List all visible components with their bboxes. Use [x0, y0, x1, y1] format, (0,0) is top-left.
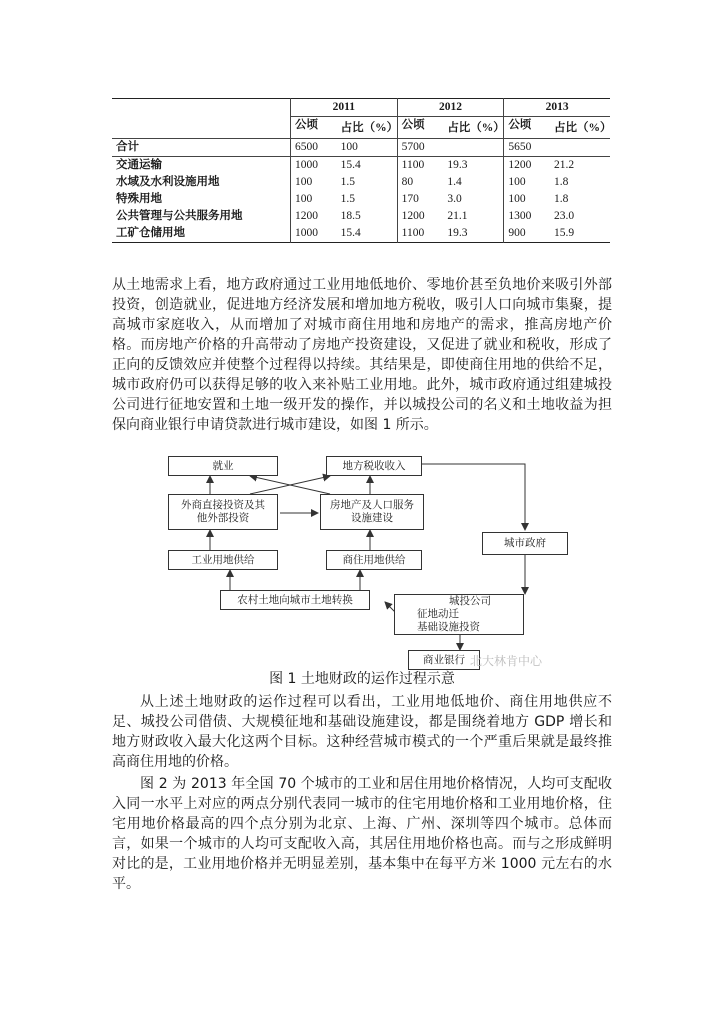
subheader-share: 占比（%）	[554, 121, 612, 134]
box-industrial-supply: 工业用地供给	[168, 550, 278, 570]
box-fdi: 外商直接投资及其他外部投资	[168, 494, 278, 530]
year-2012: 2012	[397, 99, 504, 117]
corner-cell	[112, 99, 291, 117]
paragraph-3: 图 2 为 2013 年全国 70 个城市的工业和居住用地价格情况，人均可支配收入同一水平上对应的两点分别代表同一城市的住宅用地价格和工业用地价格，住宅用地价格最高的四个点分别为北京、上海、广州、深圳等四个城市。总体而言，如果一个城市的人均可支配收入高，其居住用地价格也高。而与之形成鲜明对比的是，工业用地价格并无明显差别，基本集中在每平方米 1000 元左右的水平。	[112, 776, 612, 892]
paragraph-1: 从土地需求上看，地方政府通过工业用地低地价、零地价甚至负地价来吸引外部投资，创造就业，促进地方经济发展和增加地方税收，吸引人口向城市集聚，提高城市家庭收入，从而增加了对城市商住用地和房地产的需求，推高房地产价格。而房地产价格的升高带动了房地产投资建设，又促进了就业和税收，形成了正向的反馈效应并使整个过程得以持续。其结果是，即使商住用地的供给不足，城市政府仍可以获得足够的收入来补贴工业用地。此外，城市政府通过组建城投公司进行征地安置和土地一级开发的操作，并以城投公司的名义和土地收益为担保向商业银行申请贷款进行城市建设，如图 1 所示。	[112, 277, 612, 433]
table-row: 工矿仓储用地 1000 15.4 1100 19.3 900 15.9	[112, 225, 610, 243]
box-real-estate: 房地产及人口服务设施建设	[320, 494, 424, 530]
box-city-government: 城市政府	[482, 532, 568, 555]
table-row: 特殊用地 100 1.5 170 3.0 100 1.8	[112, 191, 610, 208]
paragraph-2: 从上述土地财政的运作过程可以看出，工业用地低地价、商住用地供应不足、城投公司借债、大规模征地和基础设施建设，都是围绕着地方 GDP 增长和地方财政收入最大化这两个目标。这种经营城市模式的一个严重后果就是最终推高商住用地的价格。	[112, 694, 612, 770]
box-lgfv	[394, 594, 524, 635]
subheader-hectare: 公顷	[504, 117, 550, 139]
year-2011: 2011	[291, 99, 398, 117]
watermark: 北大林肯中心	[470, 654, 543, 668]
table-row: 合计 6500 100 5700 5650	[112, 139, 610, 157]
box-rural-land-conversion: 农村土地向城市土地转换	[220, 590, 370, 610]
year-2013: 2013	[504, 99, 610, 117]
table-row: 交通运输 1000 15.4 1100 19.3 1200 21.2	[112, 157, 610, 175]
subheader-hectare: 公顷	[291, 117, 337, 139]
subheader-share: 占比（%）	[447, 121, 505, 134]
lgfv-line2: 基础设施投资	[417, 621, 480, 633]
box-commercial-supply: 商住用地供给	[326, 550, 422, 570]
lgfv-title: 城投公司	[449, 595, 491, 607]
table-row: 公共管理与公共服务用地 1200 18.5 1200 21.1 1300 23.0	[112, 208, 610, 225]
land-use-table	[112, 98, 610, 243]
figure-caption: 图 1 土地财政的运作过程示意	[269, 671, 455, 687]
box-commercial-bank: 商业银行	[408, 650, 480, 670]
box-local-tax: 地方税收收入	[326, 456, 422, 476]
subheader-hectare: 公顷	[397, 117, 443, 139]
box-employment: 就业	[168, 456, 278, 476]
subheader-share: 占比（%）	[340, 121, 399, 134]
land-finance-diagram	[160, 452, 620, 670]
lgfv-line1: 征地动迁	[417, 608, 459, 620]
table-row: 水域及水利设施用地 100 1.5 80 1.4 100 1.8	[112, 174, 610, 191]
